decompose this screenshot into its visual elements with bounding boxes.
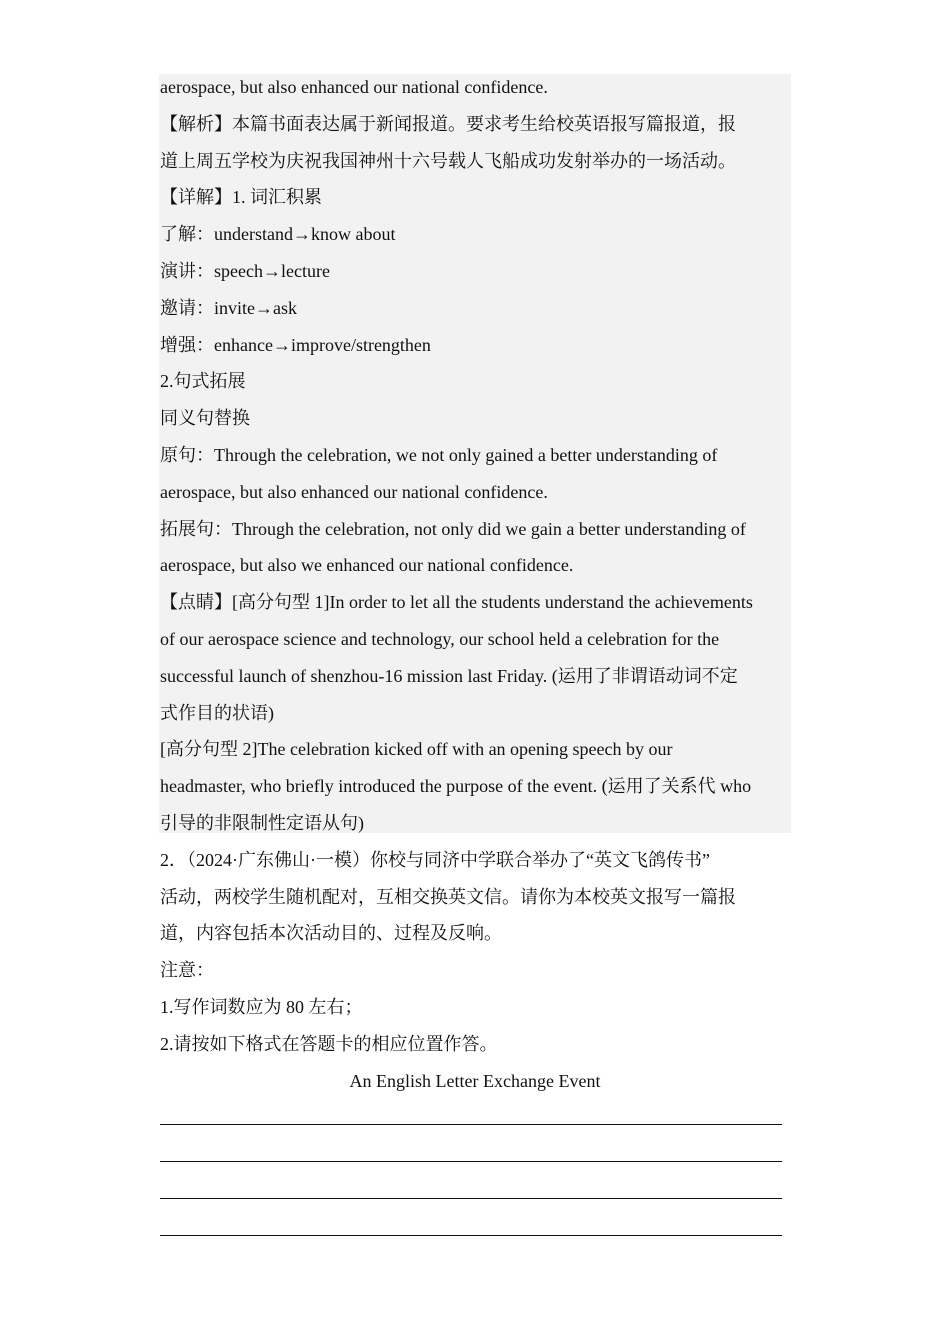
text-line: 2.句式拓展	[160, 371, 246, 392]
text-line: 引导的非限制性定语从句)	[160, 812, 364, 833]
text-line: 原句：Through the celebration, we not only gained a better understanding of	[160, 444, 718, 465]
text-line: 【详解】1. 词汇积累	[160, 187, 322, 208]
text-line: of our aerospace science and technology, our school held a celebration for the	[160, 628, 720, 649]
document-content	[160, 69, 790, 1247]
text-line: aerospace, but also enhanced our national confidence.	[160, 481, 548, 502]
question-line: 注意：	[160, 960, 214, 981]
answer-blank-line[interactable]	[160, 1210, 790, 1247]
text-line: 了解：understand→know about	[160, 224, 396, 245]
text-line: [高分句型 2]The celebration kicked off with an opening speech by our	[160, 739, 673, 760]
question-line: 2.请按如下格式在答题卡的相应位置作答。	[160, 1033, 498, 1054]
text-line: 式作目的状语)	[160, 702, 274, 723]
essay-title: An English Letter Exchange Event	[349, 1070, 601, 1091]
text-line: 道上周五学校为庆祝我国神州十六号载人飞船成功发射举办的一场活动。	[160, 150, 736, 171]
text-line: aerospace, but also we enhanced our national confidence.	[160, 555, 574, 576]
text-line: 同义句替换	[160, 408, 250, 429]
text-line: 演讲：speech→lecture	[160, 260, 330, 281]
text-line: 【点睛】[高分句型 1]In order to let all the students understand the achievements	[160, 592, 753, 613]
question-line: 活动，两校学生随机配对，互相交换英文信。请你为本校英文报写一篇报	[160, 886, 736, 907]
answer-blank-line[interactable]	[160, 1099, 790, 1136]
text-line: 增强：enhance→improve/strengthen	[160, 334, 431, 355]
answer-blank-line[interactable]	[160, 1173, 790, 1210]
question-line: 2．（2024·广东佛山·一模）你校与同济中学联合举办了“英文飞鸽传书”	[160, 849, 710, 870]
text-line: 【解析】本篇书面表达属于新闻报道。要求考生给校英语报写篇报道，报	[160, 113, 736, 134]
text-line: successful launch of shenzhou-16 mission last Friday. (运用了非谓语动词不定	[160, 665, 738, 686]
text-line: 拓展句：Through the celebration, not only did we gain a better understanding of	[160, 518, 746, 539]
question-section	[160, 842, 790, 1247]
question-line: 道，内容包括本次活动目的、过程及反响。	[160, 923, 502, 944]
text-line: aerospace, but also enhanced our national confidence.	[160, 77, 548, 97]
answer-blank-line[interactable]	[160, 1136, 790, 1173]
text-line: 邀请：invite→ask	[160, 297, 297, 318]
question-line: 1.写作词数应为 80 左右；	[160, 996, 363, 1017]
answer-analysis-section	[160, 69, 790, 842]
text-line: headmaster, who briefly introduced the purpose of the event. (运用了关系代 who	[160, 776, 752, 797]
